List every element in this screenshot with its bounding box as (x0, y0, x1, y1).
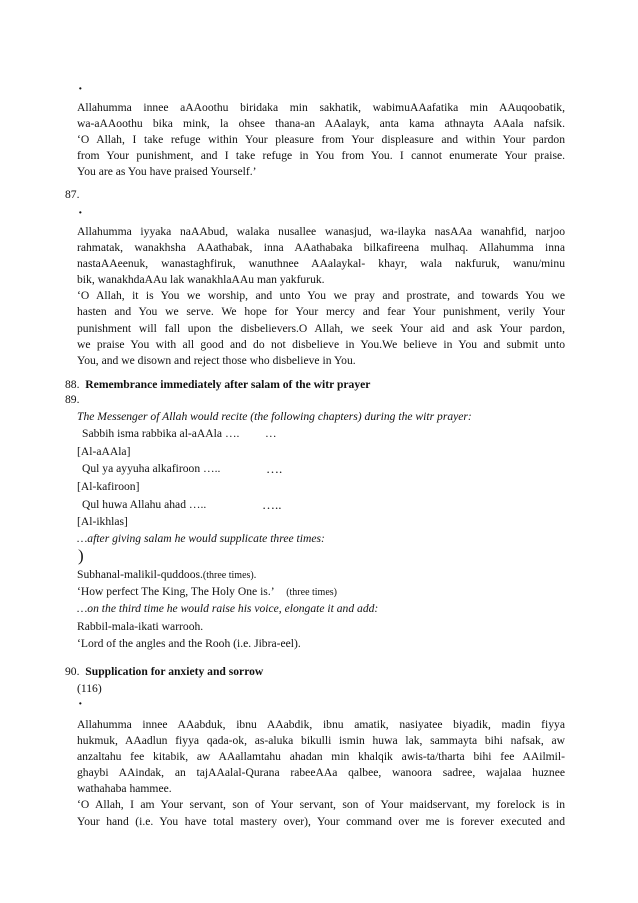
text-line: Your hand (i.e. You have total mastery over), Your command over me is forever executed and (77, 814, 565, 828)
text-line: hasten and You we serve. We hope for Your mercy and fear Your punishment, verily Your (77, 305, 565, 319)
repeat-note: (three times) (286, 587, 337, 598)
dhikr-line (77, 568, 256, 581)
chapter-label: [Al-ikhlas] (77, 515, 128, 528)
translation-line (77, 585, 337, 598)
supplication-block-87 (77, 224, 565, 369)
section-title-90: Supplication for anxiety and sorrow (85, 665, 264, 678)
recitation-trail: ….. (262, 497, 282, 512)
text-line: Allahumma iyyaka naAAbud, walaka nusallee wanasjud, wa-ilayka nasAAa wanahfid, narjoo (77, 225, 565, 238)
text-line: rahmatak, wanakhsha AAathabak, inna AAathabaka bilkafireena mulhaq. Allahumma inna (77, 241, 565, 255)
section-bullet: · (78, 82, 83, 97)
chapter-label: [Al-aAAla] (77, 445, 131, 458)
chapter-label: [Al-kafiroon] (77, 480, 140, 493)
section-heading-88 (65, 378, 370, 391)
text-line: wathahaba hammee. (77, 782, 172, 796)
section-number-90: 90. (65, 665, 80, 678)
text-line: ghaybi AAindak, an tajAAalal-Qurana rabeeAAa qalbee, wanoora sadree, wajalaa huznee (77, 766, 565, 780)
intro-text: The Messenger of Allah would recite (the following chapters) during the witr prayer: (77, 410, 472, 423)
repeat-note: (three times). (202, 570, 257, 581)
text-line: bik, wanakhdaAAu lak wanakhlaAAu man yakfuruk. (77, 273, 325, 287)
translation-text: ‘How perfect The King, The Holy One is.’ (77, 585, 275, 598)
recitation-line: Qul huwa Allahu ahad ….. (82, 498, 207, 511)
instruction-text: …on the third time he would raise his voice, elongate it and add: (77, 602, 379, 615)
recitation-trail: …. (266, 461, 283, 476)
instruction-text: …after giving salam he would supplicate three times: (77, 532, 325, 545)
text-line: ‘O Allah, I take refuge within Your pleasure from Your displeasure and within Your pardon (77, 133, 565, 147)
translation-line: ‘Lord of the angles and the Rooh (i.e. Jibra-eel). (77, 637, 301, 650)
section-bullet: · (78, 206, 83, 221)
text-line: wa-aAAoothu bika mink, la ohsee thana-an AAalayk, anta kama athnayta AAala nafsik. (77, 117, 565, 131)
bracket-glyph: ) (78, 546, 84, 565)
text-line: ‘O Allah, it is You we worship, and unto You we pray and prostrate, and towards You we (77, 289, 565, 303)
section-number-87: 87. (65, 188, 80, 201)
text-line: You, and we disown and reject those who disbelieve in You. (77, 353, 356, 367)
text-line: Allahumma innee AAabduk, ibnu AAabdik, ibnu amatik, nasiyatee biyadik, madin fiyya (77, 718, 565, 731)
section-heading-90 (65, 665, 263, 678)
text-line: punishment will fall upon the disbelievers.O Allah, we seek Your aid and ask Your pardon, (77, 321, 565, 335)
section-title-88: Remembrance immediately after salam of the witr prayer (85, 378, 371, 391)
text-line: hukmuk, AAadlun fiyya qada-ok, as-aluka bikulli ismin huwa lak, sammayta bihi nafsak, aw (77, 734, 565, 748)
text-line: we praise You with all good and do not disbelieve in You.We believe in You and submit unto (77, 337, 565, 351)
section-number-88: 88. (65, 378, 80, 391)
text-line: nastaAAeenuk, wanastaghfiruk, wanuthnee AAalaykal- khayr, wala nakfuruk, wanu/minu (77, 257, 565, 271)
text-line: ‘O Allah, I am Your servant, son of Your servant, son of Your maidservant, my forelock is in (77, 798, 565, 812)
dhikr-text: Subhanal-malikil-quddoos. (77, 568, 203, 581)
section-bullet: · (78, 697, 83, 712)
reference-number: (116) (77, 682, 102, 695)
section-number-89: 89. (65, 393, 80, 406)
text-line: anzaltahu fee kitabik, aw AAallamtahu ahadan min khalqik awis-ta/tharta bihi fee AAilmil- (77, 750, 565, 764)
recitation-line: Qul ya ayyuha alkafiroon ….. (82, 462, 221, 475)
text-line: Allahumma innee aAAoothu biridaka min sakhatik, wabimuAAafatika min AAuqoobatik, (77, 101, 565, 114)
supplication-block-prev (77, 100, 565, 180)
recitation-line: Sabbih isma rabbika al-aAAla …. (82, 427, 240, 440)
dhikr-line: Rabbil-mala-ikati warrooh. (77, 620, 204, 633)
supplication-block-90 (77, 717, 565, 830)
recitation-trail: … (265, 427, 277, 440)
text-line: from Your punishment, and I take refuge in You from You. I cannot enumerate Your praise. (77, 149, 565, 163)
text-line: You are as You have praised Yourself.’ (77, 165, 257, 179)
